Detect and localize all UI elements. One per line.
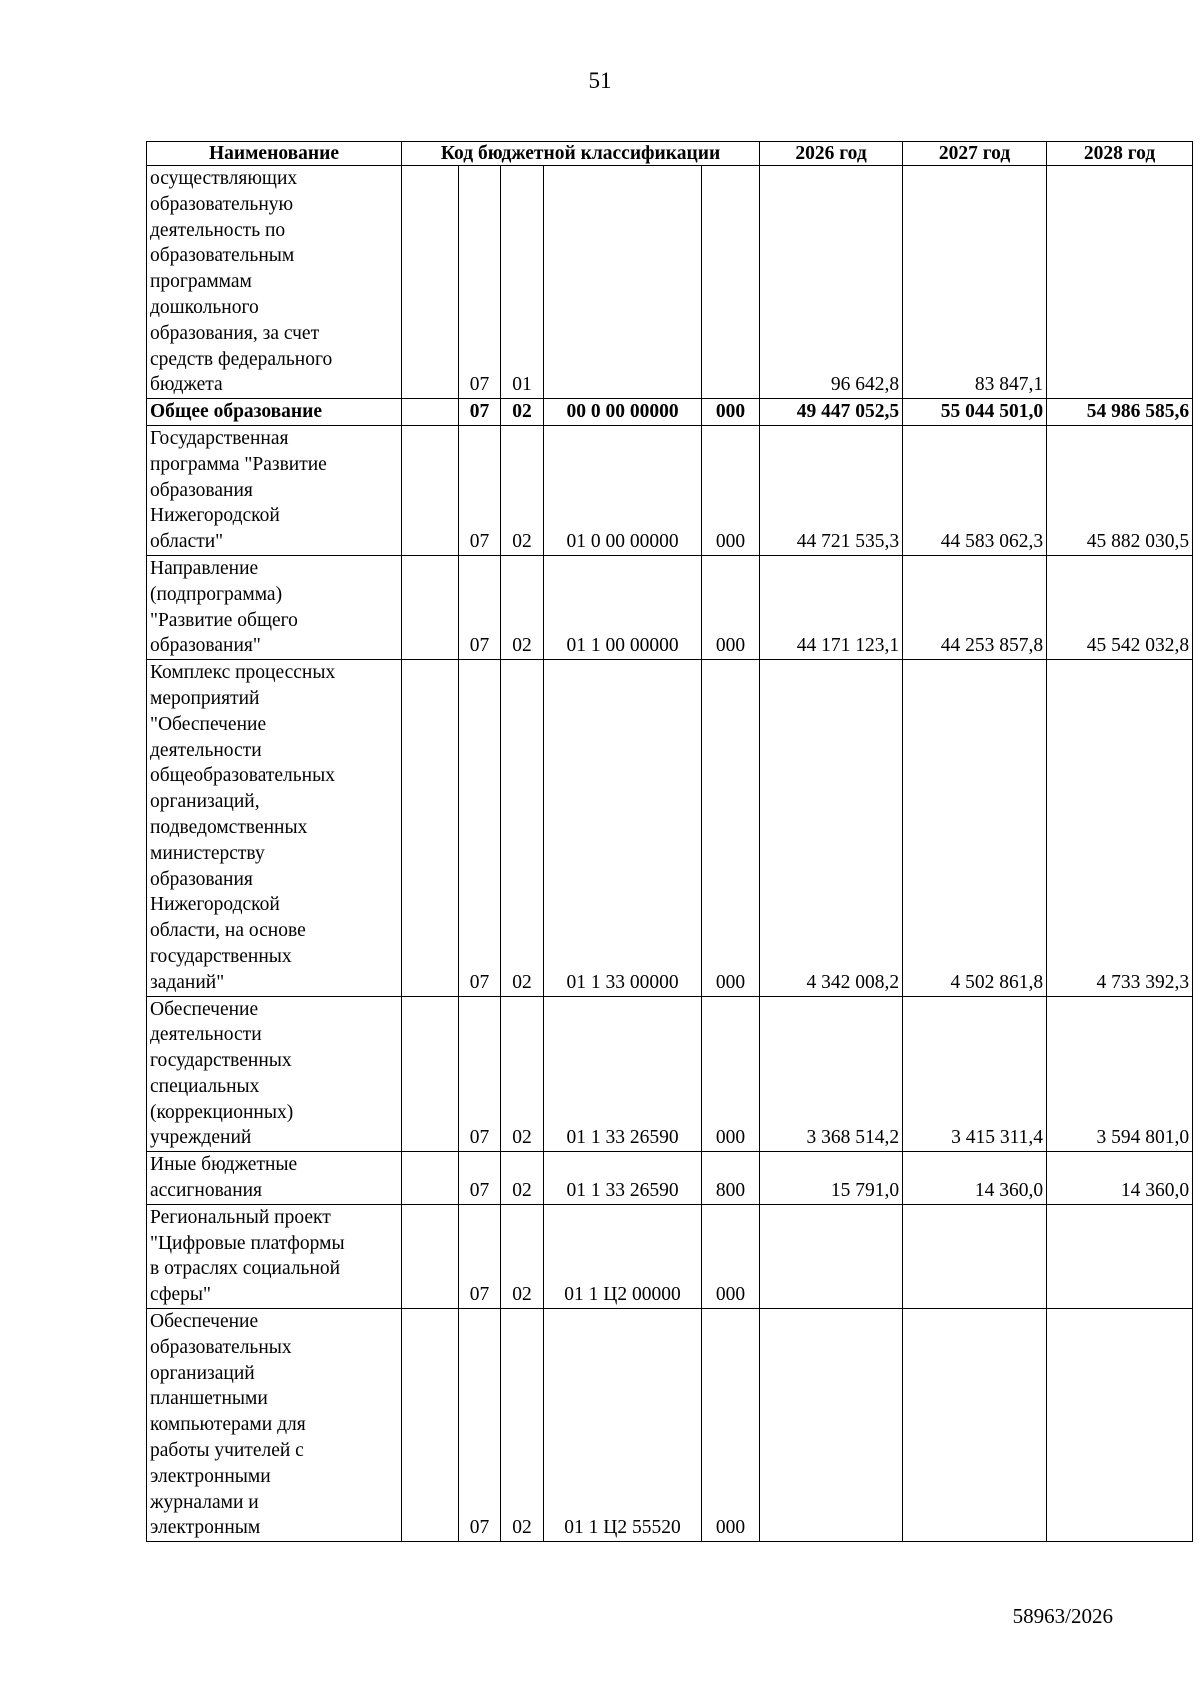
code-subsection: 02 <box>501 555 544 659</box>
row-name-line: (подпрограмма) <box>150 583 283 605</box>
code-subsection: 02 <box>501 1152 544 1205</box>
row-name-line: организаций <box>150 1362 255 1384</box>
value-2027 <box>903 1309 1047 1542</box>
row-name-line: образования, за счет <box>150 322 320 344</box>
code-col-1 <box>402 399 459 426</box>
code-col-1 <box>402 1152 459 1205</box>
row-name-line: "Цифровые платформы <box>150 1232 345 1254</box>
value-2026: 49 447 052,5 <box>760 399 903 426</box>
row-name-line: осуществляющих <box>150 168 298 189</box>
code-section: 07 <box>459 660 501 996</box>
value-2027: 44 253 857,8 <box>903 555 1047 659</box>
row-name-line: государственных <box>150 1050 292 1072</box>
header-2027: 2027 год <box>903 142 1047 166</box>
code-section: 07 <box>459 996 501 1152</box>
header-code: Код бюджетной классификации <box>402 142 760 166</box>
row-name-line: (коррекционных) <box>150 1101 294 1123</box>
code-col-1 <box>402 555 459 659</box>
code-section: 07 <box>459 1152 501 1205</box>
row-name-line: электронным <box>150 1517 261 1539</box>
row-name <box>147 166 402 399</box>
code-expense-type: 000 <box>702 996 760 1152</box>
table-body <box>147 166 1193 1542</box>
row-name-line: Направление <box>150 557 259 579</box>
value-2026: 44 171 123,1 <box>760 555 903 659</box>
code-expense-type: 000 <box>702 555 760 659</box>
row-name <box>147 555 402 659</box>
row-name-line: Обеспечение <box>150 1311 259 1333</box>
row-name-line: образования" <box>150 635 261 657</box>
row-name <box>147 1152 402 1205</box>
value-2027: 44 583 062,3 <box>903 425 1047 555</box>
row-name-line: Комплекс процессных <box>150 662 336 684</box>
row-name-line: специальных <box>150 1075 260 1097</box>
row-name-line: в отраслях социальной <box>150 1258 341 1280</box>
code-col-1 <box>402 660 459 996</box>
value-2028 <box>1047 166 1193 399</box>
value-2027: 14 360,0 <box>903 1152 1047 1205</box>
code-target-article: 01 1 33 26590 <box>544 1152 702 1205</box>
row-name <box>147 660 402 996</box>
row-name-line: средств федерального <box>150 348 333 370</box>
row-name-line: образовательным <box>150 245 295 267</box>
row-name-line: Нижегородской <box>150 505 280 527</box>
code-section: 07 <box>459 1204 501 1308</box>
code-target-article: 01 1 33 00000 <box>544 660 702 996</box>
code-target-article: 01 1 Ц2 55520 <box>544 1309 702 1542</box>
value-2028: 54 986 585,6 <box>1047 399 1193 426</box>
page-number: 51 <box>588 68 612 93</box>
row-name-line: подведомственных <box>150 816 308 838</box>
table-row <box>147 1309 1193 1542</box>
table-row <box>147 660 1193 996</box>
row-name-line: дошкольного <box>150 296 259 318</box>
code-expense-type <box>702 166 760 399</box>
code-subsection: 02 <box>501 1309 544 1542</box>
code-section: 07 <box>459 555 501 659</box>
code-section: 07 <box>459 399 501 426</box>
value-2026: 3 368 514,2 <box>760 996 903 1152</box>
code-col-1 <box>402 1309 459 1542</box>
row-name <box>147 1204 402 1308</box>
code-section: 07 <box>459 166 501 399</box>
row-name-line: образовательных <box>150 1336 292 1358</box>
code-subsection: 01 <box>501 166 544 399</box>
value-2026 <box>760 1204 903 1308</box>
row-name-line: Нижегородской <box>150 894 280 916</box>
code-subsection: 02 <box>501 996 544 1152</box>
value-2028: 45 542 032,8 <box>1047 555 1193 659</box>
code-col-1 <box>402 996 459 1152</box>
row-name-line: Общее образование <box>150 401 323 423</box>
row-name-line: государственных <box>150 945 292 967</box>
row-name-line: "Развитие общего <box>150 609 298 631</box>
row-name-line: бюджета <box>150 374 223 396</box>
code-subsection: 02 <box>501 1204 544 1308</box>
row-name-line: планшетными <box>150 1388 268 1410</box>
value-2028: 14 360,0 <box>1047 1152 1193 1205</box>
table-row <box>147 166 1193 399</box>
row-name-line: общеобразовательных <box>150 765 335 787</box>
document-id: 58963/2026 <box>1012 1604 1113 1628</box>
table-row <box>147 1152 1193 1205</box>
code-section: 07 <box>459 1309 501 1542</box>
code-col-1 <box>402 425 459 555</box>
code-subsection: 02 <box>501 660 544 996</box>
value-2026: 96 642,8 <box>760 166 903 399</box>
row-name-line: министерству <box>150 842 265 864</box>
row-name-line: области" <box>150 531 224 553</box>
value-2026: 4 342 008,2 <box>760 660 903 996</box>
code-target-article: 01 1 33 26590 <box>544 996 702 1152</box>
code-subsection: 02 <box>501 425 544 555</box>
code-col-1 <box>402 1204 459 1308</box>
header-name: Наименование <box>147 142 402 166</box>
value-2026: 15 791,0 <box>760 1152 903 1205</box>
value-2027: 3 415 311,4 <box>903 996 1047 1152</box>
code-target-article: 01 1 Ц2 00000 <box>544 1204 702 1308</box>
row-name-line: деятельность по <box>150 219 286 241</box>
value-2026 <box>760 1309 903 1542</box>
header-row <box>147 142 1193 166</box>
row-name-line: Иные бюджетные <box>150 1154 298 1176</box>
code-col-1 <box>402 166 459 399</box>
row-name-line: компьютерами для <box>150 1414 306 1436</box>
row-name-line: работы учителей с <box>150 1440 304 1462</box>
row-name-line: Обеспечение <box>150 998 259 1020</box>
row-name-line: журналами и <box>150 1491 259 1513</box>
row-name <box>147 996 402 1152</box>
code-expense-type: 000 <box>702 660 760 996</box>
row-name-line: "Обеспечение <box>150 713 267 735</box>
row-name-line: образования <box>150 479 253 501</box>
value-2027: 4 502 861,8 <box>903 660 1047 996</box>
row-name <box>147 425 402 555</box>
value-2027: 83 847,1 <box>903 166 1047 399</box>
code-target-article: 00 0 00 00000 <box>544 399 702 426</box>
code-target-article: 01 0 00 00000 <box>544 425 702 555</box>
code-expense-type: 000 <box>702 1309 760 1542</box>
row-name-line: Государственная <box>150 427 289 449</box>
code-expense-type: 000 <box>702 1204 760 1308</box>
value-2026: 44 721 535,3 <box>760 425 903 555</box>
row-name <box>147 1309 402 1542</box>
row-name-line: сферы" <box>150 1284 211 1306</box>
row-name-line: программа "Развитие <box>150 453 327 475</box>
row-name-line: организаций, <box>150 791 260 813</box>
code-expense-type: 000 <box>702 399 760 426</box>
row-name-line: заданий" <box>150 971 225 993</box>
value-2028 <box>1047 1204 1193 1308</box>
row-name-line: образовательную <box>150 193 294 215</box>
header-2028: 2028 год <box>1047 142 1193 166</box>
row-name-line: Региональный проект <box>150 1206 331 1228</box>
row-name-line: деятельности <box>150 739 262 761</box>
value-2028: 4 733 392,3 <box>1047 660 1193 996</box>
row-name-line: деятельности <box>150 1024 262 1046</box>
table-row <box>147 1204 1193 1308</box>
row-name-line: ассигнования <box>150 1180 263 1202</box>
row-name-line: мероприятий <box>150 687 260 709</box>
row-name-line: образования <box>150 868 253 890</box>
header-2026: 2026 год <box>760 142 903 166</box>
row-name-line: электронными <box>150 1465 271 1487</box>
table-row <box>147 399 1193 426</box>
budget-table <box>146 141 1193 1542</box>
row-name-line: учреждений <box>150 1127 252 1149</box>
row-name <box>147 399 402 426</box>
value-2027: 55 044 501,0 <box>903 399 1047 426</box>
code-subsection: 02 <box>501 399 544 426</box>
value-2028: 3 594 801,0 <box>1047 996 1193 1152</box>
table-row <box>147 996 1193 1152</box>
row-name-line: программам <box>150 271 252 293</box>
code-target-article <box>544 166 702 399</box>
code-target-article: 01 1 00 00000 <box>544 555 702 659</box>
table-row <box>147 555 1193 659</box>
value-2027 <box>903 1204 1047 1308</box>
row-name-line: области, на основе <box>150 920 306 942</box>
value-2028: 45 882 030,5 <box>1047 425 1193 555</box>
value-2028 <box>1047 1309 1193 1542</box>
code-section: 07 <box>459 425 501 555</box>
table-row <box>147 425 1193 555</box>
code-expense-type: 800 <box>702 1152 760 1205</box>
code-expense-type: 000 <box>702 425 760 555</box>
